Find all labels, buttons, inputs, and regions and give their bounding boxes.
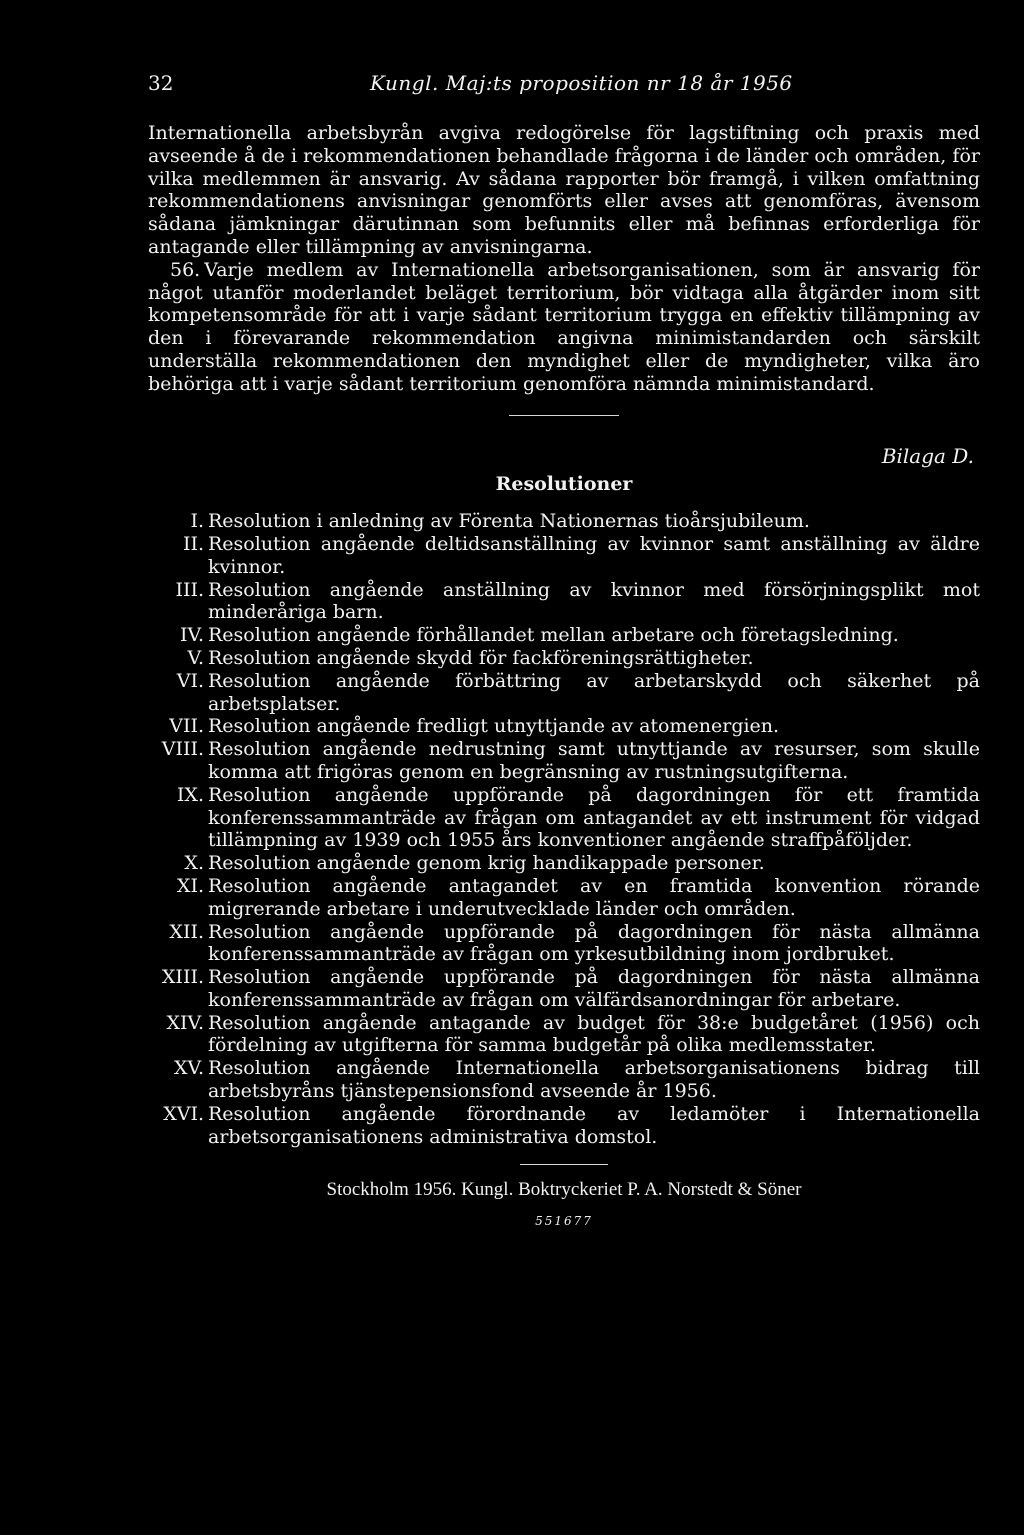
resolution-item	[148, 1103, 980, 1149]
resolution-item	[148, 715, 980, 738]
resolution-text: Resolution angående uppförande på dagordningen för ett framtida konferenssammanträde av frågan om antagandet av ett instrument för vidgad tillämpning av 1939 och 1955 års konventioner angående straffpåföljder.	[208, 783, 980, 852]
resolution-number: IV.	[180, 624, 204, 647]
resolution-number: VI.	[176, 669, 204, 692]
resolution-number: IX.	[176, 783, 204, 806]
resolution-number: XV.	[174, 1057, 204, 1080]
resolution-text: Resolution angående fredligt utnyttjande av atomenergien.	[208, 715, 780, 738]
resolution-text: Resolution angående genom krig handikappade personer.	[208, 852, 765, 875]
resolution-number: XIV.	[166, 1011, 204, 1034]
section-divider	[509, 415, 619, 416]
resolution-item	[148, 921, 980, 967]
body-paragraph	[148, 259, 980, 396]
appendix-label: Bilaga D.	[881, 443, 974, 468]
resolution-text: Resolution angående antagande av budget för 38:e budgetåret (1956) och fördelning av utgifterna för samma budgetår på olika medlemsstater.	[208, 1011, 980, 1057]
resolution-text: Resolution angående anställning av kvinnor med försörjningsplikt mot minderåriga barn.	[208, 578, 980, 624]
paragraph-text: Varje medlem av Internationella arbetsorganisationen, som är ansvarig för något utanför moderlandet beläget territorium, bör vidtaga alla åtgärder inom sitt kompetensområde för att i varje sådant territorium trygga en effektiv tillämpning av den i förevarande rekommendation angivna minimistandarden och särskilt underställa rekommendationen den myndighet eller de myndigheter, vilka äro behöriga att i varje sådant territorium genomföra nämnda minimistandard.	[148, 258, 980, 395]
resolution-number: XII.	[169, 920, 204, 943]
resolution-item	[148, 784, 980, 852]
resolution-item	[148, 875, 980, 921]
resolution-number: XI.	[176, 874, 204, 897]
resolution-text: Resolution i anledning av Förenta Nationernas tioårsjubileum.	[208, 510, 810, 533]
print-number: 551677	[535, 1214, 593, 1229]
resolution-item	[148, 1057, 980, 1103]
resolution-item	[148, 647, 980, 670]
resolution-text: Resolution angående förordnande av ledamöter i Internationella arbetsorganisationens administrativa domstol.	[208, 1102, 980, 1148]
resolution-number: I.	[190, 510, 204, 533]
resolution-number: XVI.	[163, 1102, 204, 1125]
resolution-item	[148, 670, 980, 716]
resolution-item	[148, 510, 980, 533]
resolution-number: II.	[182, 532, 204, 555]
resolution-number: V.	[187, 646, 204, 669]
resolution-text: Resolution angående uppförande på dagordningen för nästa allmänna konferenssammanträde av frågan om yrkesutbildning inom jordbruket.	[208, 920, 980, 966]
resolution-item	[148, 852, 980, 875]
document-page	[148, 72, 980, 1233]
resolution-text: Resolution angående nedrustning samt utnyttjande av resurser, som skulle komma att frigöras genom en begränsning av rustningsutgifterna.	[208, 738, 980, 783]
paragraph-number: 56.	[170, 258, 201, 281]
resolution-item	[148, 533, 980, 579]
resolution-item	[148, 738, 980, 784]
resolution-list	[148, 510, 980, 1148]
resolution-item	[148, 624, 980, 647]
resolution-item	[148, 1012, 980, 1058]
resolution-text: Resolution angående Internationella arbetsorganisationens bidrag till arbetsbyråns tjänstepensionsfond avseende år 1956.	[208, 1057, 980, 1103]
footer-divider	[520, 1164, 608, 1165]
resolution-text: Resolution angående skydd för fackföreningsrättigheter.	[208, 646, 754, 669]
body-paragraph: Internationella arbetsbyrån avgiva redogörelse för lagstiftning och praxis med avseende å de i rekommendationen behandlade frågorna i de länder och områden, för vilka medlemmen är ansvarig. Av sådana rapporter bör framgå, i vilken omfattning rekommendationens anvisningar genomförts eller avses att genomföras, ävensom sådana jämkningar därutinnan som befunnits eller må befinnas erforderliga för antagande eller tillämpning av anvisningarna.	[148, 122, 980, 258]
page-number: 32	[148, 71, 174, 95]
resolution-text: Resolution angående deltidsanställning av kvinnor samt anställning av äldre kvinnor.	[208, 532, 980, 578]
section-heading: Resolutioner	[495, 473, 633, 496]
resolution-number: VII.	[169, 715, 204, 738]
resolution-text: Resolution angående uppförande på dagordningen för nästa allmänna konferenssammanträde av frågan om välfärdsanordningar för arbetare.	[208, 966, 980, 1011]
page-header	[148, 72, 980, 102]
resolution-item	[148, 966, 980, 1012]
printer-imprint: Stockholm 1956. Kungl. Boktryckeriet P. A. Norstedt & Söner	[326, 1179, 802, 1201]
running-title: Kungl. Maj:ts proposition nr 18 år 1956	[370, 71, 793, 95]
resolution-text: Resolution angående antagandet av en framtida konvention rörande migrerande arbetare i underutvecklade länder och områden.	[208, 874, 980, 920]
resolution-number: X.	[184, 852, 204, 875]
resolution-number: XIII.	[161, 966, 204, 989]
resolution-number: VIII.	[161, 738, 204, 761]
resolution-number: III.	[175, 578, 204, 601]
resolution-text: Resolution angående förhållandet mellan arbetare och företagsledning.	[208, 624, 899, 647]
resolution-text: Resolution angående förbättring av arbetarskydd och säkerhet på arbetsplatser.	[208, 669, 980, 715]
resolution-item	[148, 579, 980, 625]
